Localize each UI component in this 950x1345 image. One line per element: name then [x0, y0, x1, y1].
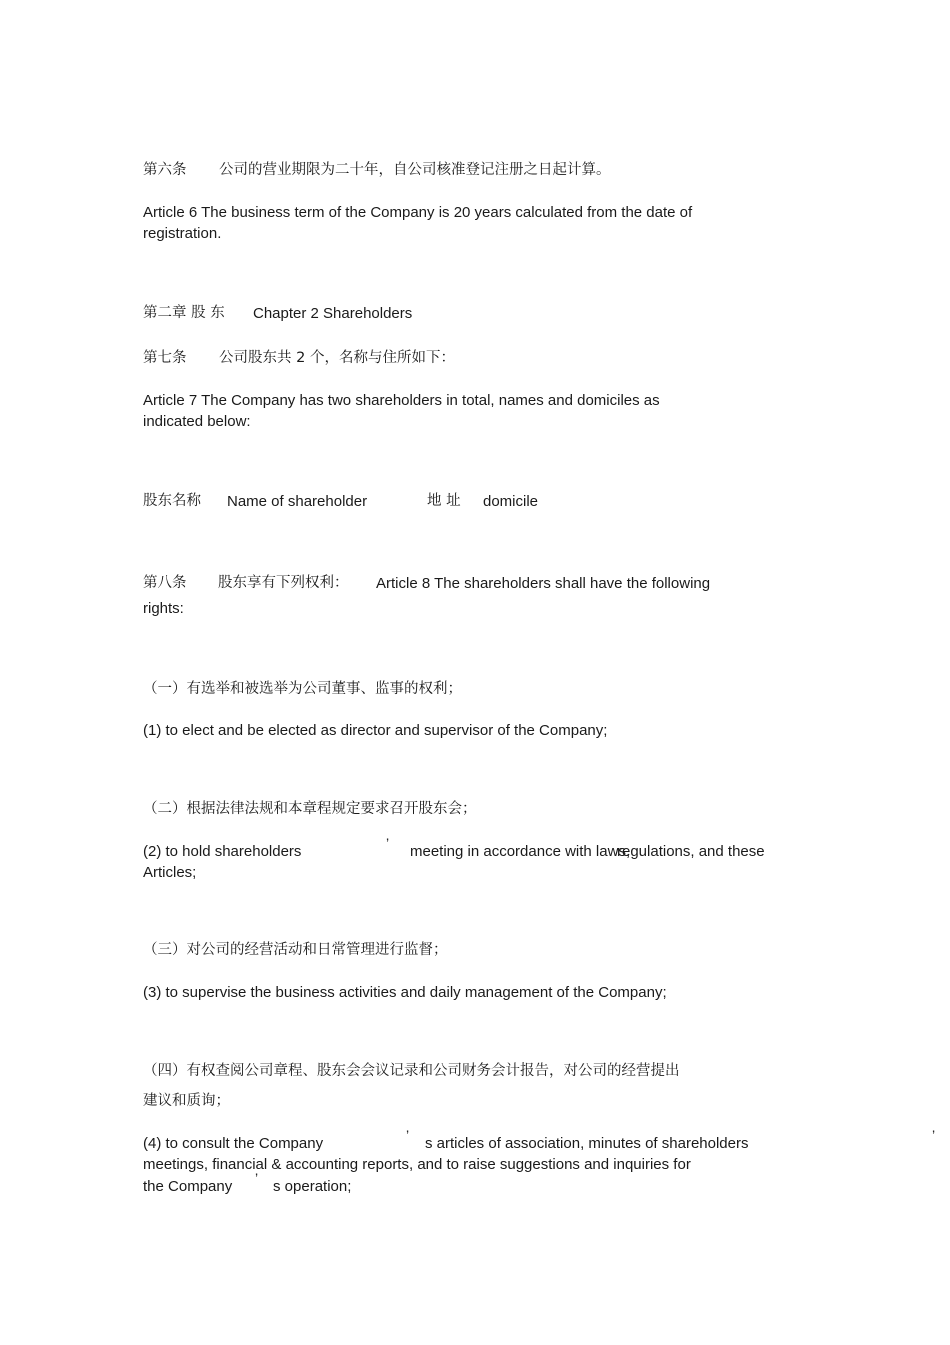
article-7-en-line-2: indicated below:: [143, 413, 251, 430]
shareholder-name-en-header: Name of shareholder: [227, 493, 368, 510]
article-6-cn-text: 公司的营业期限为二十年，自公司核准登记注册之日起计算。: [219, 162, 611, 178]
right-4-en-part-d: s operation;: [273, 1178, 352, 1195]
shareholder-name-cn-header: 股东名称: [143, 493, 201, 509]
article-6-number: 第六条: [143, 162, 187, 178]
right-2-cn: （二）根据法律法规和本章程规定要求召开股东会；: [143, 801, 477, 817]
article-8-en-line-2: rights:: [143, 600, 184, 617]
right-4-en-part-c: the Company: [143, 1178, 233, 1195]
chapter-2-en-heading: Chapter 2 Shareholders: [253, 305, 413, 322]
right-4-en-part-a: (4) to consult the Company: [143, 1135, 324, 1152]
right-4-cn-line-2: 建议和质询；: [143, 1093, 230, 1109]
article-6-en-line-1: Article 6 The business term of the Company is 20 years calculated from the date of: [143, 204, 693, 221]
article-7-number: 第七条: [143, 350, 187, 366]
article-8-number: 第八条: [143, 575, 187, 591]
right-3-cn: （三）对公司的经营活动和日常管理进行监督；: [143, 942, 448, 958]
right-4-apostrophe-1: ’: [406, 1127, 410, 1143]
right-4-en-line-2: meetings, financial & accounting reports, and to raise suggestions and inquiries for: [143, 1156, 691, 1173]
right-4-apostrophe-3: ’: [255, 1170, 259, 1186]
right-4-apostrophe-2: ’: [932, 1127, 936, 1143]
right-4-cn-line-1: （四）有权查阅公司章程、股东会会议记录和公司财务会计报告，对公司的经营提出: [143, 1063, 680, 1079]
right-4-en-part-b: s articles of association, minutes of shareholders: [425, 1135, 749, 1152]
chapter-2-cn-heading: 第二章 股 东: [143, 305, 225, 321]
right-1-en: (1) to elect and be elected as director and supervisor of the Company;: [143, 722, 608, 739]
right-2-en-part-c: regulations, and these: [617, 843, 765, 860]
right-2-en-part-a: (2) to hold shareholders: [143, 843, 302, 860]
article-7-en-line-1: Article 7 The Company has two shareholders in total, names and domiciles as: [143, 392, 660, 409]
right-2-en-part-b: meeting in accordance with laws,: [410, 843, 631, 860]
right-2-apostrophe: ’: [386, 835, 390, 851]
article-8-en-line-1: Article 8 The shareholders shall have the following: [376, 575, 711, 592]
right-3-en: (3) to supervise the business activities and daily management of the Company;: [143, 984, 667, 1001]
article-7-cn-text: 公司股东共 2 个，名称与住所如下：: [219, 350, 455, 366]
domicile-en-header: domicile: [483, 493, 539, 510]
article-6-en-line-2: registration.: [143, 225, 222, 242]
domicile-cn-header: 地 址: [427, 493, 461, 509]
right-1-cn: （一）有选举和被选举为公司董事、监事的权利；: [143, 681, 462, 697]
article-8-cn-text: 股东享有下列权利：: [218, 575, 349, 591]
right-2-en-line-2: Articles;: [143, 864, 197, 881]
